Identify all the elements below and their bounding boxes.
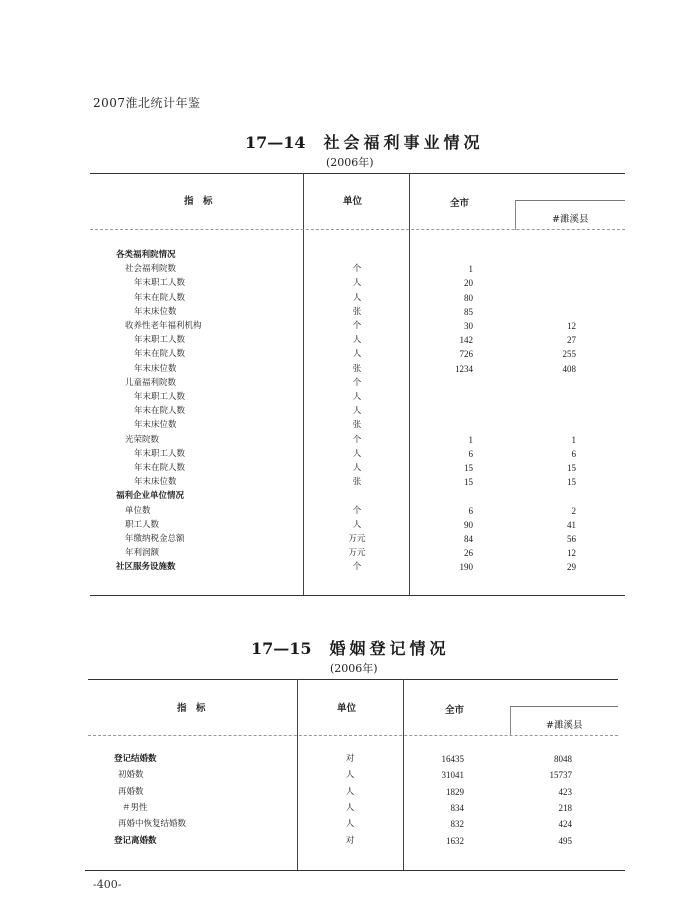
- row-value-city: 15: [464, 463, 473, 473]
- table-row: [0, 390, 700, 404]
- row-value-county: 218: [558, 802, 572, 813]
- table-row: [0, 768, 700, 782]
- row-value-city: 80: [464, 292, 473, 303]
- table-subtitle: (2006年): [330, 662, 378, 675]
- row-unit: 人: [352, 292, 362, 303]
- table-row: [0, 276, 700, 290]
- running-head: 2007淮北统计年鉴: [93, 96, 201, 110]
- row-unit: 个: [352, 377, 362, 388]
- row-unit: 张: [352, 477, 362, 488]
- row-unit: 个: [352, 434, 362, 445]
- table-row: [0, 447, 700, 461]
- row-value-city: 1632: [446, 835, 464, 846]
- table-row: [0, 560, 700, 574]
- row-label: 年末床位数: [134, 477, 177, 488]
- row-value-county: 12: [567, 548, 576, 559]
- table-row: [0, 262, 700, 276]
- row-value-county: 495: [558, 835, 572, 846]
- table-title-text: 婚姻登记情况: [329, 639, 450, 658]
- row-value-county: 15: [567, 463, 576, 473]
- header-indicator: 指 标: [184, 196, 213, 207]
- row-value-county: 8048: [554, 754, 572, 764]
- row-value-county: 56: [567, 534, 576, 544]
- table-row: [0, 291, 700, 305]
- row-label: 年缴纳税金总额: [125, 534, 185, 544]
- header-unit: 单位: [337, 703, 357, 714]
- header-bottom-rule: [88, 735, 618, 736]
- row-unit: 人: [345, 770, 355, 781]
- row-label: 年末在院人数: [134, 406, 186, 417]
- row-unit: 人: [352, 463, 362, 473]
- row-value-city: 1: [468, 434, 473, 445]
- row-unit: 人: [352, 406, 362, 417]
- row-label: 光荣院数: [125, 434, 160, 445]
- row-value-city: 142: [459, 335, 473, 346]
- table-top-rule: [88, 679, 618, 680]
- row-value-city: 1: [468, 264, 473, 275]
- row-value-county: 423: [558, 786, 572, 797]
- table-row: [0, 319, 700, 333]
- row-value-city: 85: [464, 306, 473, 317]
- row-value-city: 6: [468, 448, 473, 459]
- header-bottom-rule: [90, 229, 625, 230]
- row-unit: 对: [345, 835, 355, 846]
- row-value-city: 30: [464, 321, 473, 331]
- header-city: 全市: [445, 705, 465, 716]
- row-label: 年末职工人数: [134, 335, 186, 346]
- row-value-city: 6: [468, 505, 473, 516]
- row-unit: 对: [345, 754, 355, 764]
- table-body: [0, 248, 700, 588]
- row-value-county: 15: [567, 477, 576, 488]
- row-value-city: 31041: [441, 770, 464, 781]
- subheader-divider: [515, 200, 516, 230]
- row-value-city: 832: [450, 819, 464, 830]
- row-unit: 人: [352, 519, 362, 530]
- table-row: [0, 347, 700, 361]
- page-number: -400-: [93, 878, 122, 891]
- table-body: [0, 752, 700, 862]
- row-value-county: 424: [558, 819, 572, 830]
- row-unit: 人: [345, 819, 355, 830]
- table-subtitle: (2006年): [326, 156, 374, 169]
- row-value-county: 255: [562, 349, 576, 360]
- row-label: 再婚中恢复结婚数: [118, 819, 187, 830]
- row-label: 年末床位数: [134, 420, 177, 431]
- table-bottom-rule: [90, 595, 625, 596]
- header-city: 全市: [450, 198, 470, 209]
- row-label: 初婚数: [118, 770, 144, 781]
- row-value-city: 20: [464, 278, 473, 289]
- row-unit: 万元: [348, 548, 366, 559]
- row-label: 登记结婚数: [114, 754, 157, 764]
- header-indicator: 指 标: [177, 703, 206, 714]
- table-number: 17—14: [245, 133, 306, 152]
- table-title: [251, 636, 450, 659]
- row-unit: 张: [352, 420, 362, 431]
- table-row: [0, 785, 700, 799]
- subheader-divider: [510, 706, 511, 736]
- row-unit: 个: [352, 562, 362, 573]
- row-value-city: 90: [464, 519, 473, 530]
- row-label: 年末职工人数: [134, 448, 186, 459]
- row-label: 年末在院人数: [134, 463, 186, 473]
- table-row: [0, 305, 700, 319]
- row-value-city: 834: [450, 802, 464, 813]
- row-label: 登记离婚数: [114, 835, 157, 846]
- table-title-text: 社会福利事业情况: [323, 133, 484, 152]
- row-value-county: 1: [571, 434, 576, 445]
- row-label: 年末在院人数: [134, 349, 186, 360]
- table-title: [245, 130, 484, 153]
- row-value-city: 1234: [455, 363, 473, 374]
- row-unit: 个: [352, 264, 362, 275]
- table-row: [0, 801, 700, 815]
- header-unit: 单位: [343, 196, 363, 207]
- row-label: 年末职工人数: [134, 392, 186, 402]
- row-label: 各类福利院情况: [116, 250, 176, 260]
- table-row: [0, 248, 700, 262]
- row-value-county: 15737: [549, 770, 572, 781]
- row-label: 年利润额: [125, 548, 160, 559]
- row-unit: 人: [352, 335, 362, 346]
- row-label: 儿童福利院数: [125, 377, 177, 388]
- table-row: [0, 475, 700, 489]
- table-top-rule: [90, 173, 625, 174]
- row-label: 社会福利院数: [125, 264, 177, 275]
- row-value-city: 726: [459, 349, 473, 360]
- table-row: [0, 433, 700, 447]
- row-value-city: 15: [464, 477, 473, 488]
- row-label: 职工人数: [125, 519, 160, 530]
- table-row: [0, 504, 700, 518]
- row-value-county: 408: [562, 363, 576, 374]
- row-unit: 人: [352, 448, 362, 459]
- table-row: [0, 376, 700, 390]
- table-row: [0, 362, 700, 376]
- row-label: 社区服务设施数: [116, 562, 176, 573]
- header-county: #濉溪县: [546, 720, 583, 731]
- table-row: [0, 418, 700, 432]
- row-unit: 人: [352, 278, 362, 289]
- row-unit: 个: [352, 321, 362, 331]
- row-value-county: 12: [567, 321, 576, 331]
- row-unit: 人: [352, 392, 362, 402]
- row-value-county: 41: [567, 519, 576, 530]
- table-row: [0, 817, 700, 831]
- row-unit: 张: [352, 363, 362, 374]
- header-county: #濉溪县: [552, 214, 589, 225]
- table-row: [0, 546, 700, 560]
- row-value-city: 84: [464, 534, 473, 544]
- row-label: 年末职工人数: [134, 278, 186, 289]
- row-unit: 张: [352, 306, 362, 317]
- row-unit: 人: [352, 349, 362, 360]
- row-unit: 万元: [348, 534, 366, 544]
- row-unit: 个: [352, 505, 362, 516]
- row-label: 年末床位数: [134, 363, 177, 374]
- table-row: [0, 333, 700, 347]
- table-row: [0, 461, 700, 475]
- row-value-county: 27: [567, 335, 576, 346]
- row-value-city: 1829: [446, 786, 464, 797]
- row-value-city: 190: [459, 562, 473, 573]
- row-value-city: 16435: [441, 754, 464, 764]
- table-row: [0, 532, 700, 546]
- table-row: [0, 404, 700, 418]
- row-unit: 人: [345, 786, 355, 797]
- row-label: 再婚数: [118, 786, 144, 797]
- table-row: [0, 489, 700, 503]
- row-label: 单位数: [125, 505, 151, 516]
- row-label: 年末在院人数: [134, 292, 186, 303]
- row-value-county: 29: [567, 562, 576, 573]
- row-label: ＃男性: [122, 802, 148, 813]
- table-row: [0, 518, 700, 532]
- table-bottom-rule: [85, 870, 625, 871]
- row-value-county: 6: [571, 448, 576, 459]
- row-label: 年末床位数: [134, 306, 177, 317]
- table-row: [0, 834, 700, 848]
- table-number: 17—15: [251, 639, 312, 658]
- subheader-rule: [515, 200, 625, 201]
- row-label: 收养性老年福利机构: [125, 321, 202, 331]
- row-unit: 人: [345, 802, 355, 813]
- row-value-county: 2: [571, 505, 576, 516]
- table-row: [0, 752, 700, 766]
- subheader-rule: [510, 706, 618, 707]
- row-label: 福利企业单位情况: [116, 491, 185, 502]
- row-value-city: 26: [464, 548, 473, 559]
